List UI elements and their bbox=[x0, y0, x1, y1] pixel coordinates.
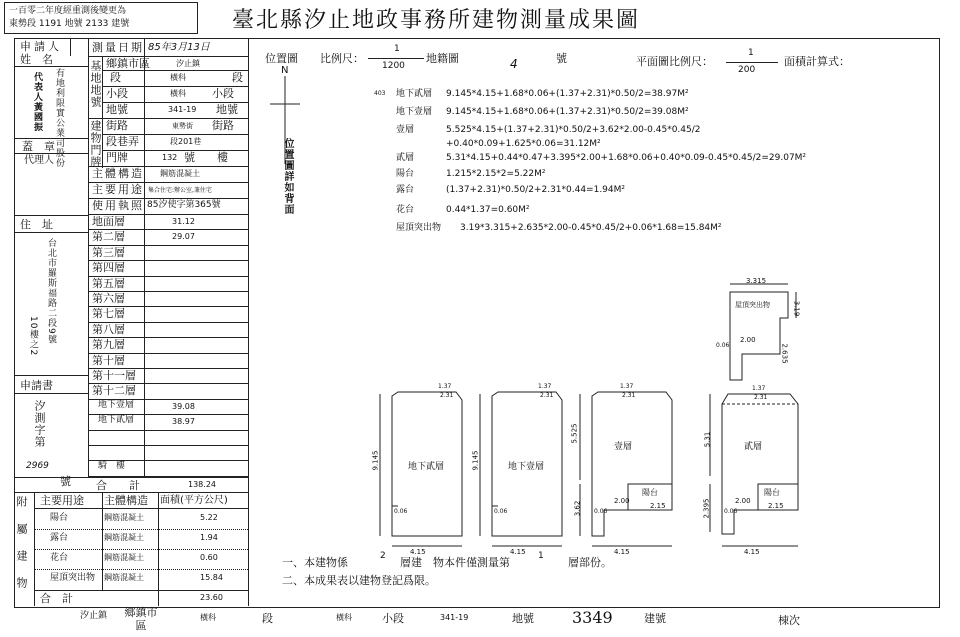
floor-name: 騎 樓 bbox=[98, 461, 126, 471]
dim-b2-height: 9.145 bbox=[371, 450, 380, 471]
application-number: 2969 bbox=[26, 461, 49, 471]
township-label: 鄉鎮市區 bbox=[106, 57, 150, 70]
dim-roof-width: 3.315 bbox=[746, 277, 767, 285]
floor-area: 39.08 bbox=[172, 402, 195, 411]
plan-scale-numerator: 1 bbox=[748, 48, 754, 58]
street-label: 街路 bbox=[106, 119, 128, 132]
stamp-line2: 東勢段 1191 地號 2133 建號 bbox=[9, 19, 130, 29]
footer-subsection: 橫科 bbox=[336, 613, 352, 622]
plan-roof-label: 屋頂突出物 bbox=[735, 301, 770, 309]
dim-b1-width: 4.15 bbox=[510, 548, 526, 556]
annex-structure: 鋼筋混凝土 bbox=[104, 553, 144, 562]
street-value: 東勢街 bbox=[172, 122, 193, 130]
footer-section: 橫科 bbox=[200, 613, 216, 622]
formula-label: 屋頂突出物 bbox=[396, 223, 442, 233]
dim-f1-balcony-width: 2.00 bbox=[614, 497, 630, 505]
dim-b2-top-a: 1.37 bbox=[438, 383, 452, 390]
dim-b2-width: 4.15 bbox=[410, 548, 426, 556]
number-suffix: 號 樓 bbox=[184, 151, 228, 164]
footer-section-label: 段 bbox=[262, 612, 273, 625]
structure-value: 鋼筋混凝土 bbox=[160, 169, 200, 178]
floor-name: 第六層 bbox=[92, 292, 125, 305]
address-label: 住 址 bbox=[20, 218, 53, 231]
formula-text: 9.145*4.15+1.68*0.06+(1.37+2.31)*0.50/2=38.97M² bbox=[446, 89, 689, 99]
floor-name: 第四層 bbox=[92, 261, 125, 274]
formula-code: 403 bbox=[374, 90, 386, 97]
floor-name: 地下貳層 bbox=[98, 415, 135, 425]
dim-f1-top-a: 1.37 bbox=[620, 383, 634, 390]
dim-roof-lower: 2.635 bbox=[780, 343, 789, 364]
annex-structure: 鋼筋混凝土 bbox=[104, 573, 144, 582]
annex-area: 0.60 bbox=[200, 553, 218, 562]
footer-lot: 341-19 bbox=[440, 613, 469, 622]
location-note: 位置圖詳如背面 bbox=[282, 138, 293, 215]
annex-structure: 鋼筋混凝土 bbox=[104, 513, 144, 522]
footer-township-label: 鄉鎮市區 bbox=[124, 606, 158, 632]
dim-f2-width: 4.15 bbox=[744, 548, 760, 556]
section-label: 段 bbox=[110, 71, 121, 84]
footer-building-label: 建號 bbox=[644, 612, 666, 625]
usage-value: 集合住宅:辦公室,兼住宅 bbox=[148, 187, 212, 194]
formula-text: (1.37+2.31)*0.50/2+2.31*0.44=1.94M² bbox=[446, 185, 626, 195]
dim-roof-notch: 0.06 bbox=[716, 342, 730, 349]
lot-suffix: 地號 bbox=[216, 103, 238, 116]
floor-name: 第九層 bbox=[92, 338, 125, 351]
footer-building-number: 3349 bbox=[572, 608, 613, 627]
floor-name: 第三層 bbox=[92, 246, 125, 259]
annex-header-use: 主要用途 bbox=[40, 494, 84, 507]
dim-f1-height: 5.525 bbox=[570, 423, 579, 444]
dim-f1-width: 4.15 bbox=[614, 548, 630, 556]
cadastral-hao: 號 bbox=[556, 52, 567, 65]
footer-township: 汐止鎮 bbox=[80, 611, 108, 621]
floor-name: 第十一層 bbox=[92, 369, 136, 382]
note1-part-b: 層建 物本件僅測量第 bbox=[400, 556, 510, 569]
floor-name: 第五層 bbox=[92, 277, 125, 290]
floor-area: 29.07 bbox=[172, 232, 195, 241]
floor-name: 第二層 bbox=[92, 230, 125, 243]
survey-date-label: 測量日期 bbox=[92, 41, 144, 54]
total-value: 138.24 bbox=[188, 480, 216, 489]
agent-label: 代理人 bbox=[24, 155, 54, 166]
formula-label: 地下壹層 bbox=[396, 107, 433, 117]
application-hao: 號 bbox=[60, 475, 71, 488]
dim-b1-top-b: 2.31 bbox=[540, 392, 554, 399]
lane-label: 段巷弄 bbox=[106, 135, 139, 148]
number-value: 132 bbox=[162, 153, 178, 162]
formula-label: 花台 bbox=[396, 205, 415, 215]
name-label: 姓 名 bbox=[20, 53, 53, 66]
dim-f2-balcony-depth: 2.15 bbox=[768, 502, 784, 510]
number-label: 門牌 bbox=[106, 151, 128, 164]
dim-b2-notch: 0.06 bbox=[394, 508, 408, 515]
footer-lot-label: 地號 bbox=[512, 612, 534, 625]
dim-f1-lower: 3.62 bbox=[573, 500, 582, 517]
lot-value: 341-19 bbox=[168, 105, 197, 114]
township-value: 汐止鎮 bbox=[176, 59, 200, 68]
formula-label: 地下貳層 bbox=[396, 89, 433, 99]
annex-use: 陽台 bbox=[50, 513, 69, 523]
survey-date: 85年3月13日 bbox=[148, 42, 210, 53]
annex-use: 屋頂突出物 bbox=[50, 573, 96, 583]
dim-roof-step: 2.00 bbox=[740, 336, 756, 344]
formula-label: 陽台 bbox=[396, 169, 415, 179]
total-label: 合 計 bbox=[96, 479, 140, 492]
application-label: 申請書 bbox=[20, 379, 53, 392]
plan-scale-label: 平面圖比例尺： bbox=[636, 55, 713, 68]
lot-label: 地號 bbox=[106, 103, 128, 116]
floor-name: 地面層 bbox=[92, 215, 125, 228]
cadastral-label: 地籍圖 bbox=[426, 52, 459, 65]
applicant-label: 申請人 bbox=[20, 40, 62, 53]
plan-f2-balcony-label: 陽台 bbox=[764, 488, 780, 497]
floor-area: 38.97 bbox=[172, 417, 195, 426]
annex-side-label: 附屬建物 bbox=[15, 496, 28, 604]
annex-total-value: 23.60 bbox=[200, 593, 223, 602]
page-title: 臺北縣汐止地政事務所建物測量成果圖 bbox=[232, 8, 641, 33]
subsection-label: 小段 bbox=[106, 87, 128, 100]
annex-use: 花台 bbox=[50, 553, 69, 563]
annex-area: 15.84 bbox=[200, 573, 223, 582]
formula-text: 5.525*4.15+(1.37+2.31)*0.50/2+3.62*2.00-0.45*0.45/2 bbox=[446, 125, 701, 135]
annex-area: 5.22 bbox=[200, 513, 218, 522]
dim-f2-top-a: 1.37 bbox=[752, 385, 766, 392]
north-label: N bbox=[281, 65, 289, 76]
annex-header-structure: 主體構造 bbox=[104, 494, 148, 507]
subsection-suffix: 小段 bbox=[212, 87, 234, 100]
address: 台北市羅斯福路二段9號 bbox=[46, 238, 56, 345]
annex-total-label: 合 計 bbox=[40, 592, 73, 605]
structure-label: 主體構造 bbox=[92, 167, 144, 180]
plan-b1-label: 地下壹層 bbox=[508, 462, 545, 472]
dim-f2-balcony-width: 2.00 bbox=[735, 497, 751, 505]
dim-b1-top-a: 1.37 bbox=[538, 383, 552, 390]
dim-f1-top-b: 2.31 bbox=[622, 392, 636, 399]
dim-f2-top-b: 2.31 bbox=[754, 394, 768, 401]
street-suffix: 街路 bbox=[212, 119, 234, 132]
scale-denominator: 1200 bbox=[382, 61, 405, 71]
application-word: 汐測字第 bbox=[33, 400, 46, 448]
applicant-name: 有地利限實公業司股份 bbox=[54, 68, 64, 168]
dim-f2-lower: 2.395 bbox=[702, 498, 711, 519]
note2: 二、本成果表以建物登記爲限。 bbox=[282, 574, 436, 587]
floor-name: 地下壹層 bbox=[98, 400, 135, 410]
floor-area: 31.12 bbox=[172, 217, 195, 226]
representative: 代表人黃國振 bbox=[32, 72, 42, 132]
formula-label: 露台 bbox=[396, 185, 415, 195]
subsection-value: 橫科 bbox=[170, 89, 186, 98]
note1-floors: 2 bbox=[380, 551, 386, 561]
scale-numerator: 1 bbox=[394, 44, 400, 54]
floor-name: 第七層 bbox=[92, 307, 125, 320]
note1-surveyed: 1 bbox=[538, 551, 544, 561]
formula-text: 9.145*4.15+1.68*0.06+(1.37+2.31)*0.50/2=39.08M² bbox=[446, 107, 689, 117]
plan-b2-label: 地下貳層 bbox=[408, 462, 445, 472]
dim-b2-top-b: 2.31 bbox=[440, 392, 454, 399]
plan-scale-denominator: 200 bbox=[738, 65, 756, 75]
note1-part-c: 層部份。 bbox=[568, 556, 612, 569]
annex-area: 1.94 bbox=[200, 533, 218, 542]
usage-label: 主要用途 bbox=[92, 183, 144, 196]
base-label: 基地地號 bbox=[89, 60, 102, 108]
license-label: 使用執照 bbox=[92, 199, 144, 212]
address-floor: 10樓之2 bbox=[28, 316, 38, 357]
plan-f1-balcony-label: 陽台 bbox=[642, 488, 658, 497]
scale-label: 比例尺： bbox=[320, 52, 364, 65]
dim-roof-height: 3.19 bbox=[792, 300, 801, 317]
plan-f2-label: 貳層 bbox=[744, 442, 763, 452]
section-suffix: 段 bbox=[232, 71, 243, 84]
annex-header-area: 面積(平方公尺) bbox=[160, 495, 228, 506]
revision-stamp bbox=[4, 2, 198, 34]
dim-b1-height: 9.145 bbox=[471, 450, 480, 471]
seal-label: 蓋 章 bbox=[22, 140, 55, 153]
annex-use: 露台 bbox=[50, 533, 69, 543]
note1-part-a: 一、本建物係 bbox=[282, 556, 348, 569]
section-value: 橫科 bbox=[170, 73, 186, 82]
formula-text: 3.19*3.315+2.635*2.00-0.45*0.45/2+0.06*1.68=15.84M² bbox=[460, 223, 722, 233]
floor-plans bbox=[360, 270, 820, 560]
formula-label: 貳層 bbox=[396, 153, 415, 163]
dim-f2-notch: 0.06 bbox=[724, 508, 738, 515]
dim-f2-height: 5.31 bbox=[703, 431, 712, 448]
dim-f1-notch: 0.06 bbox=[594, 508, 608, 515]
formula-text: 1.215*2.15*2=5.22M² bbox=[446, 169, 546, 179]
area-calc-label: 面積計算式： bbox=[784, 55, 850, 68]
formula-label: 壹層 bbox=[396, 125, 415, 135]
building-label: 建物門牌 bbox=[89, 120, 102, 168]
stamp-line1: 一百零二年度經重測後變更為 bbox=[9, 6, 127, 16]
lane-value: 段201巷 bbox=[170, 137, 202, 146]
dim-f1-balcony-depth: 2.15 bbox=[650, 502, 666, 510]
floor-name: 第十層 bbox=[92, 354, 125, 367]
location-map-label: 位置圖 bbox=[265, 52, 298, 65]
annex-structure: 鋼筋混凝土 bbox=[104, 533, 144, 542]
footer-page-label: 棟次 bbox=[778, 614, 800, 627]
floor-name: 第八層 bbox=[92, 323, 125, 336]
cadastral-number: 4 bbox=[510, 57, 518, 71]
license-value: 85汐使字第365號 bbox=[147, 200, 221, 210]
plan-f1-label: 壹層 bbox=[614, 442, 633, 452]
formula-text: 0.44*1.37=0.60M² bbox=[446, 205, 530, 215]
floor-name: 第十二層 bbox=[92, 384, 136, 397]
formula-text: +0.40*0.09+1.625*0.06=31.12M² bbox=[446, 139, 601, 149]
footer-subsection-label: 小段 bbox=[382, 612, 404, 625]
dim-b1-notch: 0.06 bbox=[494, 508, 508, 515]
formula-text: 5.31*4.15+0.44*0.47+3.395*2.00+1.68*0.06+0.40*0.09-0.45*0.45/2=29.07M² bbox=[446, 153, 807, 163]
